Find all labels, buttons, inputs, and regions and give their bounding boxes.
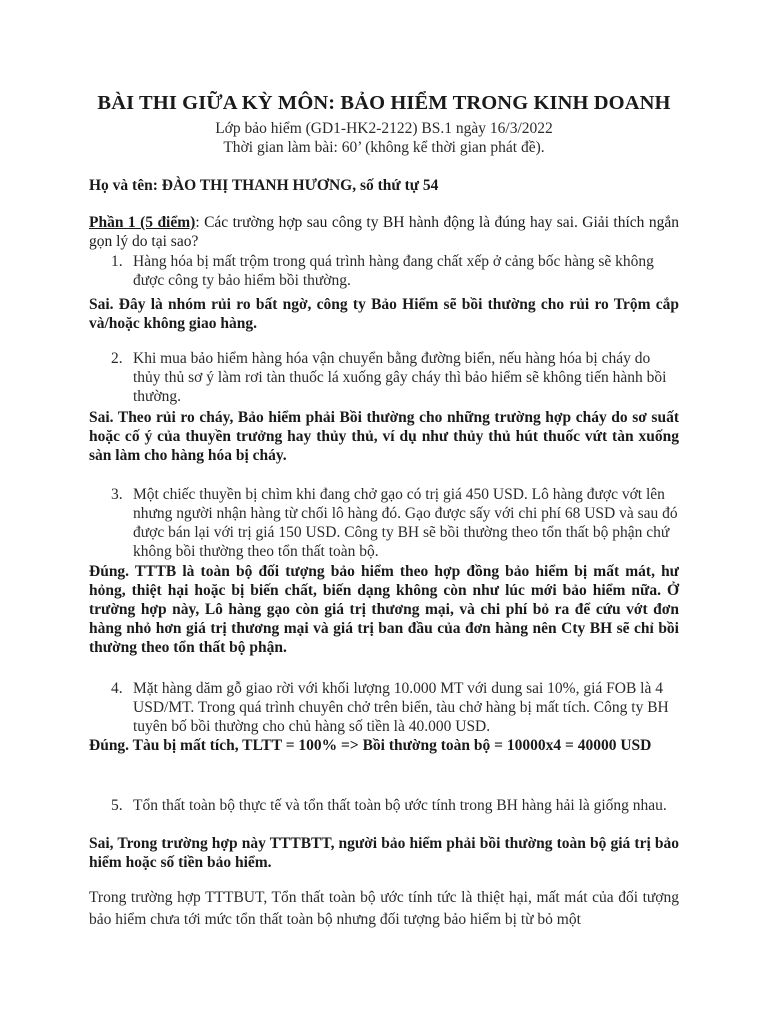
- answer-text: Sai. Đây là nhóm rủi ro bất ngờ, công ty Bảo Hiểm sẽ bồi thường cho rủi ro Trộm cắp và/hoặc không giao hàng.: [89, 296, 679, 332]
- answer-text: Đúng. TTTB là toàn bộ đối tượng bảo hiểm theo hợp đồng bảo hiểm bị mất mát, hư hỏng, thiệt hại hoặc bị biến chất, biến dạng không còn như lúc mới bảo hiểm nữa. Ở trường hợp này, Lô hàng gạo còn giá trị thương mại, và chi phí bỏ ra để cứu vớt đơn hàng nhỏ hơn giá trị thương mại và giá trị ban đầu của đơn hàng nên Cty BH sẽ chỉ bồi thường theo tổn thất bộ phận.: [89, 563, 679, 656]
- question-text: Tổn thất toàn bộ thực tế và tổn thất toàn bộ ước tính trong BH hàng hải là giống nhau.: [133, 797, 667, 814]
- question-number: 3.: [111, 486, 123, 503]
- answer-text: Sai, Trong trường hợp này TTTBTT, người bảo hiểm phải bồi thường toàn bộ giá trị bảo hiểm hoặc số tiền bảo hiểm.: [89, 835, 679, 871]
- question-number: 1.: [111, 253, 123, 270]
- answer-text: Đúng. Tàu bị mất tích, TLTT = 100% => Bồi thường toàn bộ = 10000x4 = 40000 USD: [89, 737, 652, 754]
- question-number: 4.: [111, 680, 123, 697]
- part1-heading: [89, 213, 679, 251]
- question-number: 2.: [111, 350, 123, 367]
- question-text: Khi mua bảo hiểm hàng hóa vận chuyển bằng đường biển, nếu hàng hóa bị cháy do thủy thủ sơ ý làm rơi tàn thuốc lá xuống gây cháy thì bảo hiểm sẽ không tiến hành bồi thường.: [133, 350, 667, 405]
- student-name: Họ và tên: ĐÀO THỊ THANH HƯƠNG, số thứ tự 54: [89, 177, 439, 194]
- exam-title: BÀI THI GIỮA KỲ MÔN: BẢO HIỂM TRONG KINH DOANH: [97, 92, 671, 114]
- answer-text: Sai. Theo rủi ro cháy, Bảo hiểm phải Bồi thường cho những trường hợp cháy do sơ suất hoặc cố ý của thuyền trưởng hay thủy thủ, ví dụ như thủy thủ hút thuốc vứt tàn xuống sàn làm cho hàng hóa bị cháy.: [89, 409, 679, 464]
- question-text: Một chiếc thuyền bị chìm khi đang chở gạo có trị giá 450 USD. Lô hàng được vớt lên nhưng người nhận hàng từ chối lô hàng đó. Gạo được sấy với chi phí 68 USD và sau đó được bán lại với trị giá 150 USD. Công ty BH sẽ bồi thường theo tổn thất bộ phận chứ không bồi thường theo tổn thất toàn bộ.: [133, 486, 678, 560]
- closing-paragraph: Trong trường hợp TTTBUT, Tổn thất toàn bộ ước tính tức là thiệt hại, mất mát của đối tượng bảo hiểm chưa tới mức tổn thất toàn bộ nhưng đối tượng bảo hiểm bị từ bỏ một: [89, 889, 679, 928]
- part1-instruction: : Các trường hợp sau công ty BH hành động là đúng hay sai. Giải thích ngắn gọn lý do tại sao?: [89, 214, 679, 250]
- question-text: Mặt hàng dăm gỗ giao rời với khối lượng 10.000 MT với dung sai 10%, giá FOB là 4 USD/MT. Trong quá trình chuyên chở trên biển, tàu chở hàng bị mất tích. Công ty BH tuyên bố bồi thường cho chủ hàng số tiền là 40.000 USD.: [133, 680, 669, 735]
- question-number: 5.: [111, 797, 123, 814]
- question-text: Hàng hóa bị mất trộm trong quá trình hàng đang chất xếp ở cảng bốc hàng sẽ không được công ty bảo hiểm bồi thường.: [133, 253, 654, 289]
- part1-label: Phần 1 (5 điểm): [89, 214, 196, 231]
- time-info: Thời gian làm bài: 60’ (không kể thời gian phát đề).: [223, 139, 545, 156]
- class-info: Lớp bảo hiểm (GD1-HK2-2122) BS.1 ngày 16/3/2022: [215, 120, 553, 137]
